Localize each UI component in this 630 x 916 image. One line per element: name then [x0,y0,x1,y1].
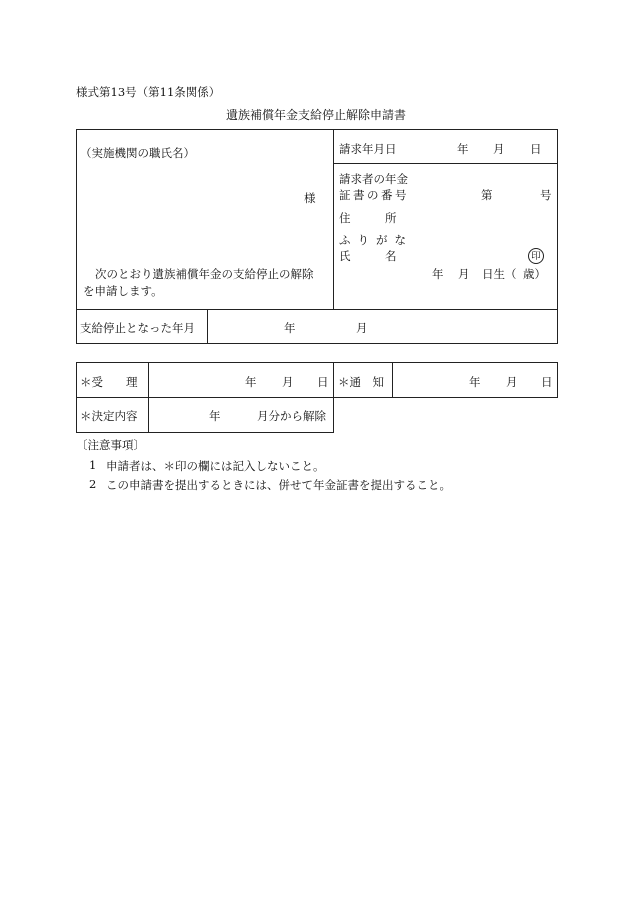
decision-year: 年 [209,409,221,423]
birth-month[interactable]: 月 [458,267,470,281]
request-statement-line2: を申請します。 [83,284,163,298]
age-field[interactable]: 歳） [523,267,546,281]
page-title: 遺族補償年金支給停止解除申請書 [226,108,407,122]
birth-year[interactable]: 年 [432,267,444,281]
notice-label: ＊通 知 [338,375,384,389]
certificate-label-line1: 請求者の年金 [339,172,408,186]
request-date-label: 請求年月日 [339,142,397,156]
note-2-number: 2 [89,477,97,491]
certificate-number-go[interactable]: 号 [540,188,552,202]
receipt-day: 日 [317,375,329,389]
notice-month: 月 [506,375,518,389]
date-row-divider [333,163,558,164]
birth-day[interactable]: 日生（ [482,267,517,281]
stop-date-label: 支給停止となった年月 [80,321,195,335]
decision-label: ＊決定内容 [80,409,138,423]
request-date-day[interactable]: 日 [530,142,542,156]
request-date-month[interactable]: 月 [493,142,505,156]
notice-year: 年 [469,375,481,389]
receipt-label: ＊受 理 [80,375,138,389]
note-1-text: 申請者は、＊印の欄には記入しないこと。 [106,459,325,473]
application-table [76,129,558,344]
stop-row-divider [76,309,558,310]
receipt-notice-divider [333,362,334,433]
certificate-label-line2: 証書の番号 [339,188,409,202]
receipt-month: 月 [282,375,294,389]
notice-label-divider [392,362,393,398]
request-date-year[interactable]: 年 [457,142,469,156]
stop-date-month[interactable]: 月 [356,321,368,335]
address-label: 住 所 [339,211,397,225]
stop-label-divider [207,309,208,344]
certificate-number-dai[interactable]: 第 [481,188,493,202]
official-name-label: （実施機関の職氏名） [80,146,195,160]
form-number-label: 様式第13号（第11条関係） [76,85,221,99]
decision-row-left [76,397,77,433]
name-label: 氏 名 [339,249,397,263]
decision-row-bottom [76,432,334,433]
seal-mark: 印 [528,248,544,264]
receipt-year: 年 [245,375,257,389]
decision-month-text: 月分から解除 [257,409,326,423]
furigana-label: ふりがな [339,233,413,247]
notice-day: 日 [541,375,553,389]
upper-column-divider [333,129,334,309]
receipt-label-divider [148,362,149,433]
note-2-text: この申請書を提出するときには、併せて年金証書を提出すること。 [106,478,451,492]
notes-heading: 〔注意事項〕 [76,438,145,452]
note-1-number: 1 [89,458,97,472]
request-statement-line1: 次のとおり遺族補償年金の支給停止の解除 [95,267,314,281]
stop-date-year[interactable]: 年 [284,321,296,335]
official-name-field[interactable]: 様 [304,191,316,205]
